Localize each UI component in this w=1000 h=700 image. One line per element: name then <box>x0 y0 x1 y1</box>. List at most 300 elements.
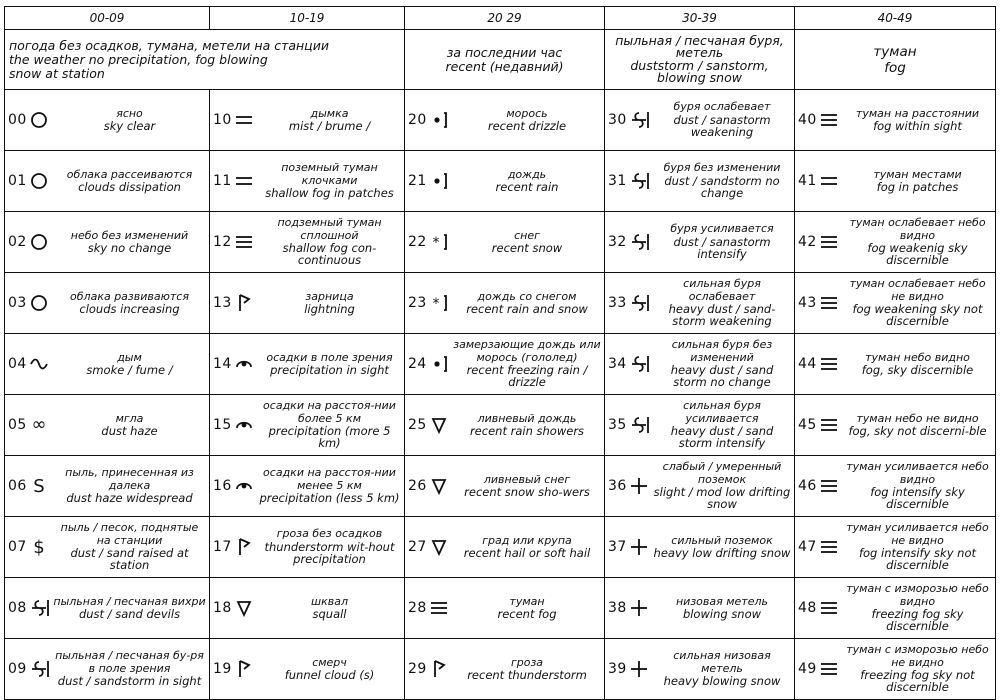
shallow-fog-patches-icon <box>233 168 255 194</box>
description-english: fog weakenig sky discernible <box>867 241 968 268</box>
dust-raised-icon <box>28 534 50 560</box>
description-english: dust / sandstorm no change <box>664 173 780 201</box>
duststorm-icon <box>628 168 650 194</box>
code-cell-41 <box>795 151 996 212</box>
code-cell-23 <box>405 273 605 334</box>
freezing-fog-no-sky-icon <box>818 656 840 682</box>
code-cell-22 <box>405 212 605 273</box>
code-cell-10 <box>210 90 405 151</box>
dust-devil-icon <box>28 595 50 621</box>
code-number: 46 <box>798 478 817 494</box>
code-number: 13 <box>213 295 232 311</box>
code-number: 12 <box>213 234 232 250</box>
rain-shower-icon <box>428 412 450 438</box>
description-russian: небо без изменений <box>70 228 189 242</box>
group-caption-text: за последнии час recent (недавний) <box>445 44 564 74</box>
svg-text:$: $ <box>33 537 45 558</box>
description-english: precipitation (more 5 km) <box>268 424 391 451</box>
description-english: recent fog <box>497 607 557 621</box>
code-number: 29 <box>408 661 427 677</box>
code-number: 05 <box>8 417 27 433</box>
table-row <box>5 334 996 395</box>
description-english: recent rain showers <box>469 424 585 438</box>
description-russian: ливневый снег <box>483 472 571 486</box>
group-caption-text: погода без осадков, тумана, метели на станции the weather no precipitation, fog blowing snow at station <box>9 37 329 81</box>
description-english: mist / brume / <box>288 119 371 133</box>
description-russian: гроза без осадков <box>276 527 383 541</box>
description-russian: поземный туман клочками <box>281 161 378 187</box>
table-row <box>5 395 996 456</box>
code-description <box>53 596 206 621</box>
description-russian: буря без изменении <box>663 161 781 175</box>
code-cell-44 <box>795 334 996 395</box>
code-description <box>653 162 791 199</box>
code-cell-15 <box>210 395 405 456</box>
circle-unchanged-icon <box>28 229 50 255</box>
code-number: 49 <box>798 661 817 677</box>
lightning-icon <box>233 290 255 316</box>
code-description <box>53 413 206 438</box>
fog-intensify-no-sky-icon <box>818 534 840 560</box>
code-cell-01 <box>5 151 210 212</box>
description-english: squall <box>312 607 347 621</box>
description-english: recent snow <box>491 241 563 255</box>
code-number: 20 <box>408 112 427 128</box>
code-cell-28 <box>405 578 605 639</box>
code-description <box>653 278 791 328</box>
description-english: dust / sand raised at station <box>70 546 189 573</box>
dust-widespread-icon <box>28 473 50 499</box>
description-russian: пыльная / песчаная бу-ря в поле зрения <box>55 649 204 675</box>
code-description <box>258 108 401 133</box>
description-russian: туман ослабевает небо видно <box>849 216 986 242</box>
circle-dissipating-icon <box>28 168 50 194</box>
description-english: dust / sanastorm weakening <box>673 112 771 140</box>
description-russian: дымка <box>310 106 349 120</box>
description-russian: туман небо не видно <box>856 411 979 425</box>
code-cell-09 <box>5 639 210 700</box>
table-row <box>5 456 996 517</box>
code-number: 10 <box>213 112 232 128</box>
code-number: 08 <box>8 600 27 616</box>
code-description <box>453 596 601 621</box>
svg-text:∞: ∞ <box>31 414 47 435</box>
description-russian: сильная буря ослабевает <box>683 277 761 303</box>
code-number: 21 <box>408 173 427 189</box>
heavy-duststorm-icon <box>628 351 650 377</box>
description-russian: осадки на расстоя-нии более 5 км <box>263 399 396 425</box>
duststorm-weakening-icon <box>628 107 650 133</box>
description-russian: град или крупа <box>482 533 572 547</box>
smoke-icon <box>28 351 50 377</box>
description-russian: гроза <box>510 655 544 669</box>
description-english: fog in patches <box>876 180 959 194</box>
description-english: heavy blowing snow <box>663 674 781 689</box>
description-english: smoke / fume / <box>86 363 173 377</box>
code-number: 23 <box>408 295 427 311</box>
table-row <box>5 212 996 273</box>
description-english: lightning <box>304 302 355 316</box>
group-caption-fog <box>795 30 996 90</box>
haze-icon <box>28 412 50 438</box>
description-english: sky no change <box>87 241 172 255</box>
description-english: fog weakening sky not discernible <box>852 302 983 329</box>
freezing-fog-icon <box>818 595 840 621</box>
freezing-rain-icon <box>428 351 450 377</box>
description-russian: подземный туман сплошной <box>277 216 382 242</box>
code-number: 09 <box>8 661 27 677</box>
code-description <box>53 230 206 255</box>
code-cell-46 <box>795 456 996 517</box>
code-number: 06 <box>8 478 27 494</box>
code-number: 07 <box>8 539 27 555</box>
description-russian: сильная буря усиливается <box>683 399 761 425</box>
code-cell-05 <box>5 395 210 456</box>
shallow-fog-continuous-icon <box>233 229 255 255</box>
code-cell-37 <box>605 517 795 578</box>
fog-intensify-icon <box>818 473 840 499</box>
description-russian: замерзающие дождь или морось (гололед) <box>453 338 601 364</box>
description-english: heavy dust / sand storm no change <box>670 363 774 390</box>
code-number: 44 <box>798 356 817 372</box>
description-russian: туман местами <box>873 167 962 181</box>
table-row <box>5 578 996 639</box>
description-russian: туман на расстоянии <box>855 106 980 120</box>
drizzle-icon <box>428 107 450 133</box>
description-russian: туман небо видно <box>865 350 970 364</box>
code-cell-06 <box>5 456 210 517</box>
code-number: 00 <box>8 112 27 128</box>
description-russian: пыль / песок, поднятые на станции <box>60 521 199 547</box>
description-russian: снег <box>514 228 540 242</box>
code-description <box>53 169 206 194</box>
code-description <box>653 650 791 687</box>
description-english: shallow fog con-continuous <box>282 241 377 268</box>
blowing-snow-icon <box>628 595 650 621</box>
code-cell-34 <box>605 334 795 395</box>
code-description <box>453 657 601 682</box>
code-cell-32 <box>605 212 795 273</box>
code-number: 25 <box>408 417 427 433</box>
circle-increasing-icon <box>28 290 50 316</box>
description-english: dust haze widespread <box>66 491 193 506</box>
code-cell-16 <box>210 456 405 517</box>
description-russian: сильная низовая метель <box>673 649 771 675</box>
fog-patches-icon <box>818 168 840 194</box>
code-cell-42 <box>795 212 996 273</box>
description-english: thunderstorm wit-hout precipitation <box>264 539 395 567</box>
table-row <box>5 151 996 212</box>
description-russian: шквал <box>311 594 348 608</box>
column-header-30-39: 30-39 <box>605 7 795 30</box>
code-description <box>843 217 992 267</box>
group-caption-text: туман fog <box>873 43 917 76</box>
code-description <box>843 522 992 572</box>
code-number: 28 <box>408 600 427 616</box>
fog-weakening-sky-icon <box>818 229 840 255</box>
code-cell-11 <box>210 151 405 212</box>
code-cell-18 <box>210 578 405 639</box>
code-number: 38 <box>608 600 627 616</box>
fog-within-sight-icon <box>818 107 840 133</box>
column-header-40-49: 40-49 <box>795 7 996 30</box>
code-description <box>258 352 401 377</box>
code-cell-43 <box>795 273 996 334</box>
description-english: dust / sanastorm intensify <box>673 234 771 262</box>
description-english: blowing snow <box>682 607 762 621</box>
description-russian: пыль, принесенная из далека <box>65 466 194 492</box>
description-english: funnel cloud (s) <box>284 668 375 682</box>
duststorm-sight-icon <box>28 656 50 682</box>
description-english: precipitation (less 5 km) <box>259 491 400 506</box>
precipitation-near-icon <box>233 473 255 499</box>
code-description <box>653 535 791 560</box>
description-english: fog intensify sky discernible <box>870 485 965 512</box>
description-russian: осадки на расстоя-нии менее 5 км <box>263 466 396 492</box>
weather-code-table <box>4 6 996 700</box>
code-cell-47 <box>795 517 996 578</box>
code-number: 18 <box>213 600 232 616</box>
circle-icon <box>28 107 50 133</box>
code-number: 42 <box>798 234 817 250</box>
description-english: dust / sand devils <box>78 607 181 621</box>
code-description <box>258 596 401 621</box>
code-description <box>53 650 206 687</box>
code-cell-49 <box>795 639 996 700</box>
code-number: 45 <box>798 417 817 433</box>
code-description <box>258 291 401 316</box>
code-description <box>53 108 206 133</box>
description-english: clouds increasing <box>79 302 180 316</box>
code-description <box>258 217 401 267</box>
description-english: fog within sight <box>873 119 962 133</box>
code-number: 39 <box>608 661 627 677</box>
code-cell-35 <box>605 395 795 456</box>
heavy-duststorm-weakening-icon <box>628 290 650 316</box>
code-number: 24 <box>408 356 427 372</box>
description-russian: буря усиливается <box>670 222 774 236</box>
table-row <box>5 273 996 334</box>
code-number: 40 <box>798 112 817 128</box>
description-russian: слабый / умеренный поземок <box>662 460 782 486</box>
fog-no-sky-icon <box>818 351 840 377</box>
code-cell-03 <box>5 273 210 334</box>
description-english: heavy dust / sand storm intensify <box>670 424 774 451</box>
code-description <box>653 339 791 389</box>
description-russian: ясно <box>116 106 143 120</box>
heavy-blowing-snow-icon <box>628 656 650 682</box>
description-russian: смерч <box>312 655 347 669</box>
description-russian: морось <box>506 106 548 120</box>
code-description <box>453 230 601 255</box>
weather-code-sheet <box>4 6 995 695</box>
code-description <box>453 535 601 560</box>
code-number: 48 <box>798 600 817 616</box>
code-description <box>453 108 601 133</box>
code-description <box>453 339 601 389</box>
description-english: freezing fog sky not discernible <box>860 668 975 695</box>
description-english: recent drizzle <box>487 119 567 133</box>
code-cell-29 <box>405 639 605 700</box>
code-description <box>843 352 992 377</box>
code-description <box>53 522 206 572</box>
description-english: fog intensify sky not discernible <box>858 546 977 573</box>
code-cell-21 <box>405 151 605 212</box>
code-cell-45 <box>795 395 996 456</box>
code-description <box>653 596 791 621</box>
description-russian: туман усиливается небо видно <box>846 460 989 486</box>
description-russian: туман ослабевает небо не видно <box>849 277 986 303</box>
code-cell-17 <box>210 517 405 578</box>
description-english: heavy low drifting snow <box>653 546 791 560</box>
code-cell-26 <box>405 456 605 517</box>
description-russian: облака рассеиваются <box>66 167 193 181</box>
group-caption-recent <box>405 30 605 90</box>
description-russian: сильная буря без изменений <box>671 338 773 364</box>
funnel-cloud-icon <box>233 656 255 682</box>
description-english: recent snow sho-wers <box>464 485 590 499</box>
code-description <box>843 278 992 328</box>
code-description <box>258 162 401 199</box>
fog-weakening-no-sky-icon <box>818 290 840 316</box>
code-cell-07 <box>5 517 210 578</box>
description-russian: мгла <box>115 411 144 425</box>
code-description <box>453 413 601 438</box>
svg-text:S: S <box>33 476 45 497</box>
precipitation-sight-icon <box>233 351 255 377</box>
code-description <box>653 461 791 511</box>
code-cell-39 <box>605 639 795 700</box>
group-caption-text: пыльная / песчаная буря, метель duststorm / sanstorm, blowing snow <box>615 32 784 85</box>
description-russian: низовая метель <box>675 594 768 608</box>
code-description <box>258 657 401 682</box>
duststorm-increasing-icon <box>628 229 650 255</box>
code-number: 11 <box>213 173 232 189</box>
code-number: 17 <box>213 539 232 555</box>
code-description <box>53 467 206 504</box>
code-description <box>843 413 992 438</box>
code-number: 16 <box>213 478 232 494</box>
code-number: 27 <box>408 539 427 555</box>
description-english: recent freezing rain / drizzle <box>466 363 588 390</box>
code-number: 04 <box>8 356 27 372</box>
description-english: dust / sandstorm in sight <box>57 674 202 689</box>
code-cell-30 <box>605 90 795 151</box>
code-number: 30 <box>608 112 627 128</box>
svg-text:*: * <box>432 235 440 251</box>
description-russian: облака развиваются <box>70 289 189 303</box>
code-number: 33 <box>608 295 627 311</box>
description-english: precipitation in sight <box>270 363 389 377</box>
code-description <box>843 583 992 633</box>
description-russian: ливневый дождь <box>477 411 577 425</box>
description-russian: буря ослабевает <box>673 100 771 114</box>
description-english: freezing fog sky discernible <box>871 607 964 634</box>
code-number: 03 <box>8 295 27 311</box>
code-number: 43 <box>798 295 817 311</box>
group-caption-no-precipitation <box>5 30 405 90</box>
description-english: fog, sky discernible <box>861 363 974 377</box>
code-cell-36 <box>605 456 795 517</box>
table-row <box>5 517 996 578</box>
code-cell-20 <box>405 90 605 151</box>
code-number: 15 <box>213 417 232 433</box>
precipitation-distant-icon <box>233 412 255 438</box>
description-english: recent rain <box>495 180 559 194</box>
code-cell-19 <box>210 639 405 700</box>
description-english: sky clear <box>103 119 156 133</box>
description-english: recent rain and snow <box>466 302 588 316</box>
code-description <box>843 461 992 511</box>
thunderstorm-icon <box>233 534 255 560</box>
column-header-10-19: 10-19 <box>210 7 405 30</box>
description-russian: пыльная / песчаная вихри <box>53 594 206 608</box>
description-russian: туман <box>509 594 545 608</box>
code-description <box>453 474 601 499</box>
group-caption-duststorm <box>605 30 795 90</box>
code-number: 02 <box>8 234 27 250</box>
table-row <box>5 90 996 151</box>
code-cell-40 <box>795 90 996 151</box>
description-russian: туман с изморозью небо не видно <box>846 643 989 669</box>
description-english: recent thunderstorm <box>467 668 587 682</box>
code-description <box>453 169 601 194</box>
code-cell-02 <box>5 212 210 273</box>
drifting-snow-icon <box>628 473 650 499</box>
code-description <box>843 169 992 194</box>
code-cell-13 <box>210 273 405 334</box>
description-english: clouds dissipation <box>78 180 181 194</box>
code-cell-00 <box>5 90 210 151</box>
heavy-duststorm-increasing-icon <box>628 412 650 438</box>
code-description <box>258 400 401 450</box>
code-number: 32 <box>608 234 627 250</box>
code-description <box>53 352 206 377</box>
code-number: 41 <box>798 173 817 189</box>
recent-thunderstorm-icon <box>428 656 450 682</box>
column-header-00-09: 00-09 <box>5 7 210 30</box>
description-english: slight / mod low drifting snow <box>653 485 791 512</box>
code-description <box>843 108 992 133</box>
description-russian: осадки в поле зрения <box>266 350 393 364</box>
rain-icon <box>428 168 450 194</box>
hail-icon <box>428 534 450 560</box>
code-cell-08 <box>5 578 210 639</box>
mist-icon <box>233 107 255 133</box>
code-description <box>653 400 791 450</box>
description-russian: сильный поземок <box>671 533 773 547</box>
description-russian: туман усиливается небо не видно <box>846 521 989 547</box>
code-number: 35 <box>608 417 627 433</box>
code-number: 37 <box>608 539 627 555</box>
description-russian: дым <box>117 350 142 364</box>
code-cell-24 <box>405 334 605 395</box>
heavy-drifting-snow-icon <box>628 534 650 560</box>
code-number: 19 <box>213 661 232 677</box>
description-english: recent hail or soft hail <box>463 546 591 560</box>
code-number: 31 <box>608 173 627 189</box>
code-description <box>453 291 601 316</box>
code-description <box>258 467 401 504</box>
recent-fog-icon <box>428 595 450 621</box>
description-english: dust haze <box>101 424 158 438</box>
description-russian: дождь <box>507 167 547 181</box>
weather-code-rows <box>5 90 996 700</box>
code-cell-25 <box>405 395 605 456</box>
column-header-20-29: 20 29 <box>405 7 605 30</box>
code-cell-38 <box>605 578 795 639</box>
code-number: 47 <box>798 539 817 555</box>
